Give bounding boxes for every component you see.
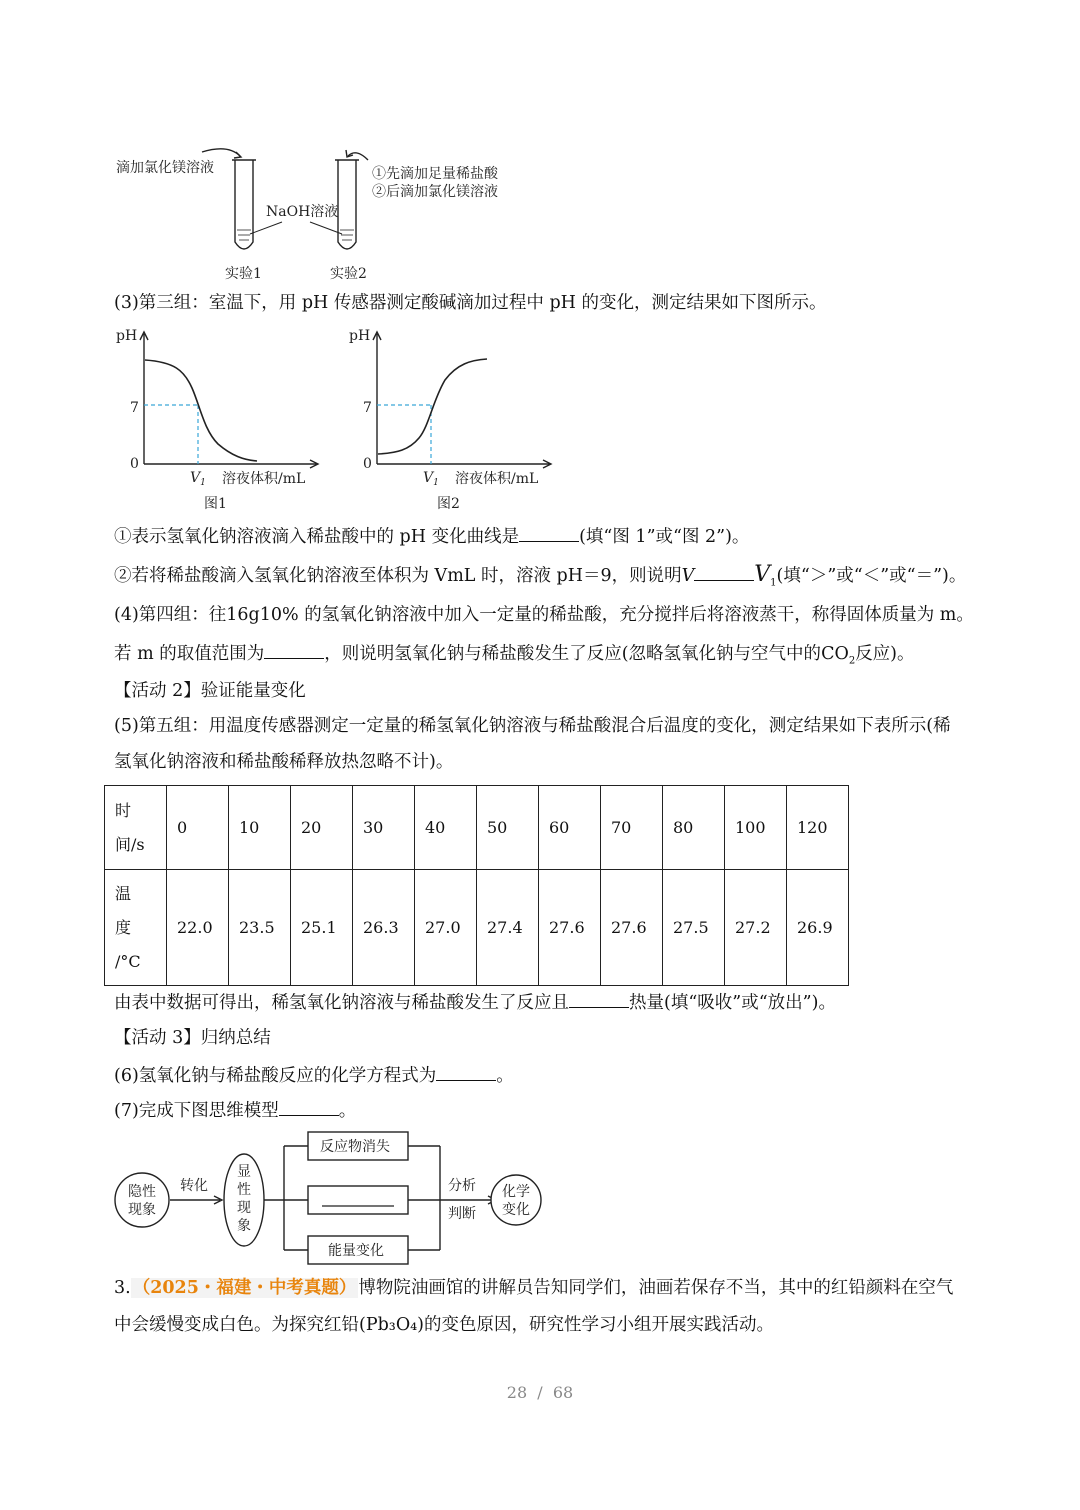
tick-v1: $V_1$ [423, 470, 439, 488]
test-tube-2 [335, 160, 359, 249]
table-cell: 80 [663, 786, 725, 870]
y-label: pH [116, 328, 138, 344]
svg-text:现象: 现象 [128, 1202, 156, 1218]
curve-decreasing [145, 360, 257, 461]
after-table-text: 由表中数据可得出，稀氢氧化钠溶液与稀盐酸发生了反应且 热量(填“吸收”或“放出”)。 [114, 989, 836, 1016]
label-add-mgcl2: 滴加氯化镁溶液 [116, 160, 214, 176]
table-cell: 20 [291, 786, 353, 870]
tick-v1: $V_1$ [190, 470, 206, 488]
caption: 图2 [437, 496, 460, 512]
table-row [105, 870, 849, 986]
svg-text:性: 性 [237, 1182, 251, 1198]
svg-text:变化: 变化 [502, 1202, 530, 1218]
temperature-table [104, 785, 849, 986]
q5-line2: 氢氧化钠溶液和稀盐酸稀释放热忽略不计)。 [114, 752, 454, 772]
svg-text:能量变化: 能量变化 [328, 1243, 384, 1259]
svg-text:反应物消失: 反应物消失 [320, 1139, 390, 1155]
answer-blank-q7[interactable] [279, 1097, 339, 1116]
label-exp2: 实验2 [330, 266, 367, 282]
arrow-label-judge: 判断 [448, 1206, 476, 1222]
source-tag: （2025・福建・中考真题） [132, 1278, 357, 1298]
origin: 0 [363, 456, 372, 472]
q6: (6)氢氧化钠与稀盐酸反应的化学方程式为 。 [114, 1062, 514, 1089]
table-cell: 25.1 [291, 870, 353, 986]
circle-hidden-phenomenon [115, 1173, 169, 1227]
table-cell: 120 [787, 786, 849, 870]
svg-text:显: 显 [237, 1164, 251, 1180]
table-cell: 26.3 [353, 870, 415, 986]
experiment-figure [110, 138, 530, 286]
ph-graph-1 [112, 326, 342, 516]
row-header-time: 时 间/s [105, 786, 167, 870]
q3-2: ②若将稀盐酸滴入氢氧化钠溶液至体积为 VmL 时，溶液 pH＝9，则说明V $V_1$(填“＞”或“＜”或“＝”)。 [114, 562, 967, 589]
y-label: pH [349, 328, 371, 344]
answer-blank-q6[interactable] [436, 1062, 496, 1081]
curve-increasing [378, 359, 487, 454]
label-exp1: 实验1 [225, 266, 262, 282]
answer-blank-q3-1[interactable] [519, 523, 579, 542]
table-cell: 60 [539, 786, 601, 870]
activity-3-heading: 【活动 3】归纳总结 [114, 1028, 271, 1048]
table-cell: 40 [415, 786, 477, 870]
answer-blank-q4[interactable] [264, 640, 324, 659]
table-cell: 50 [477, 786, 539, 870]
origin: 0 [130, 456, 139, 472]
table-cell: 27.6 [539, 870, 601, 986]
row-header-temp: 温 度 /°C [105, 870, 167, 986]
test-tube-1 [232, 160, 256, 249]
label-step-1: ①先滴加足量稀盐酸 [372, 166, 498, 182]
answer-blank-q5[interactable] [569, 989, 629, 1008]
table-cell: 27.4 [477, 870, 539, 986]
svg-text:象: 象 [237, 1218, 251, 1234]
svg-text:现: 现 [237, 1200, 251, 1216]
ph-graph-2 [345, 326, 575, 516]
arrow-label-analyze: 分析 [448, 1178, 476, 1194]
table-cell: 70 [601, 786, 663, 870]
q-3-line2: 中会缓慢变成白色。为探究红铅(Pb₃O₄)的变色原因，研究性学习小组开展实践活动。 [114, 1315, 775, 1335]
q3-text: (3)第三组：室温下，用 pH 传感器测定酸碱滴加过程中 pH 的变化，测定结果如下图所示。 [114, 293, 827, 313]
tick-7: 7 [363, 400, 372, 416]
table-cell: 27.2 [725, 870, 787, 986]
table-cell: 0 [167, 786, 229, 870]
q7: (7)完成下图思维模型 。 [114, 1097, 356, 1124]
table-cell: 23.5 [229, 870, 291, 986]
svg-text:化学: 化学 [502, 1184, 530, 1200]
label-naoh: NaOH溶液 [266, 204, 339, 220]
table-row [105, 786, 849, 870]
caption: 图1 [204, 496, 227, 512]
svg-text:隐性: 隐性 [128, 1184, 156, 1200]
arrow-label-convert: 转化 [180, 1178, 208, 1194]
table-cell: 100 [725, 786, 787, 870]
table-cell: 27.0 [415, 870, 477, 986]
q5-line1: (5)第五组：用温度传感器测定一定量的稀氢氧化钠溶液与稀盐酸混合后温度的变化，测定结果如下表所示(稀 [114, 716, 951, 736]
q-3-line1: 3. （2025・福建・中考真题） 博物院油画馆的讲解员告知同学们，油画若保存不当，其中的红铅颜料在空气 [114, 1278, 954, 1298]
x-label: 溶夜体积/mL [222, 471, 306, 487]
answer-blank-q3-2[interactable] [694, 562, 754, 581]
table-cell: 22.0 [167, 870, 229, 986]
table-cell: 10 [229, 786, 291, 870]
table-cell: 26.9 [787, 870, 849, 986]
box-blank [308, 1186, 408, 1214]
q4-line2: 若 m 的取值范围为 ，则说明氢氧化钠与稀盐酸发生了反应(忽略氢氧化钠与空气中的$CO_2$反应)。 [114, 640, 915, 675]
activity-2-heading: 【活动 2】验证能量变化 [114, 681, 306, 701]
page-number: 28 / 68 [506, 1383, 574, 1402]
tick-7: 7 [130, 400, 139, 416]
table-cell: 27.6 [601, 870, 663, 986]
mind-model-diagram [112, 1128, 552, 1268]
table-cell: 27.5 [663, 870, 725, 986]
x-label: 溶夜体积/mL [455, 471, 539, 487]
q3-1: ①表示氢氧化钠溶液滴入稀盐酸中的 pH 变化曲线是 (填“图 1”或“图 2”)。 [114, 523, 749, 550]
arrow-left-tube [202, 149, 240, 156]
label-step-2: ②后滴加氯化镁溶液 [372, 184, 498, 200]
q4-line1: (4)第四组：往16g10% 的氢氧化钠溶液中加入一定量的稀盐酸，充分搅拌后将溶液蒸干，称得固体质量为 m。 [114, 605, 974, 625]
table-cell: 30 [353, 786, 415, 870]
